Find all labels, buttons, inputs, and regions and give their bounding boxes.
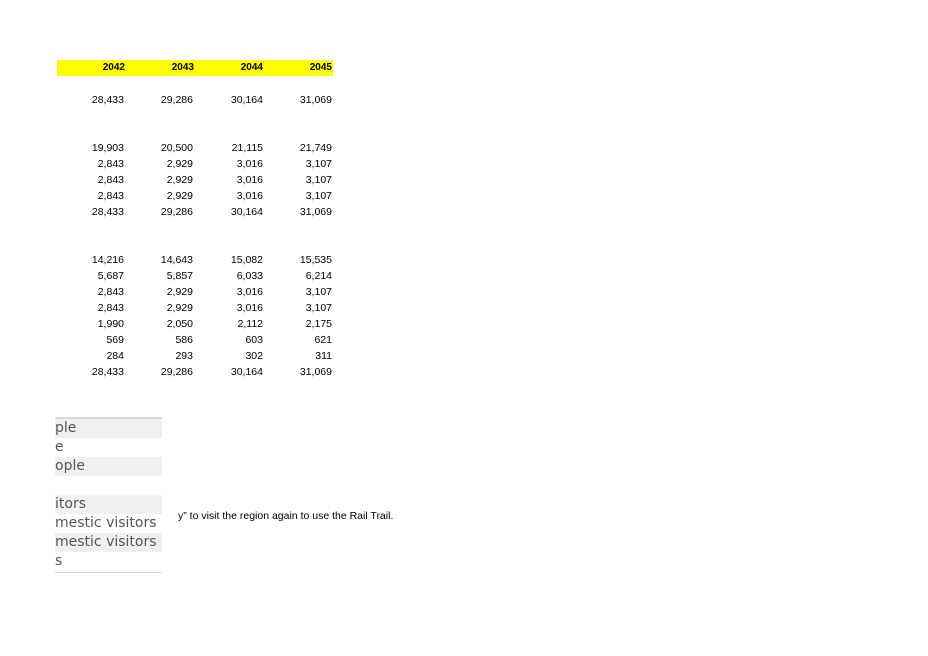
table-cell: 30,164 <box>230 206 263 218</box>
table-cell: 586 <box>175 334 193 346</box>
table-cell: 2,843 <box>97 190 124 202</box>
table-cell: 6,033 <box>236 270 263 282</box>
table-cell: 2,112 <box>237 318 263 330</box>
table-cell: 30,164 <box>230 366 263 378</box>
label-column <box>55 417 162 573</box>
table-cell: 21,115 <box>231 142 263 154</box>
row-label: e <box>55 439 64 455</box>
table-cell: 1,990 <box>97 318 124 330</box>
table-cell: 31,069 <box>299 94 332 106</box>
table-cell: 2,929 <box>166 174 193 186</box>
table-cell: 15,535 <box>299 254 332 266</box>
table-cell: 3,016 <box>236 286 263 298</box>
table-cell: 3,016 <box>236 174 263 186</box>
table-cell: 3,107 <box>305 158 332 170</box>
table-cell: 28,433 <box>91 94 124 106</box>
table-cell: 302 <box>245 350 263 362</box>
table-cell: 2,050 <box>166 318 193 330</box>
table-cell: 311 <box>315 350 332 362</box>
row-label: mestic visitors <box>55 533 162 552</box>
row-label: mestic visitors <box>55 515 157 531</box>
table-cell: 2,843 <box>97 158 124 170</box>
table-cell: 2,843 <box>97 286 124 298</box>
table-cell: 19,903 <box>91 142 124 154</box>
table-cell: 29,286 <box>160 366 193 378</box>
row-label: ople <box>55 457 162 476</box>
table-cell: 2,843 <box>97 174 124 186</box>
year-header-2042: 2042 <box>102 62 125 73</box>
table-cell: 3,107 <box>305 286 332 298</box>
table-cell: 3,016 <box>236 158 263 170</box>
table-cell: 621 <box>314 334 332 346</box>
year-header-2043: 2043 <box>171 62 194 73</box>
table-cell: 2,929 <box>166 190 193 202</box>
row-label <box>55 476 162 495</box>
table-cell: 3,016 <box>236 190 263 202</box>
table-cell: 3,107 <box>305 302 332 314</box>
table-cell: 5,857 <box>166 270 193 282</box>
table-cell: 30,164 <box>230 94 263 106</box>
table-cell: 284 <box>106 350 124 362</box>
table-cell: 569 <box>106 334 124 346</box>
table-cell: 14,216 <box>91 254 124 266</box>
table-cell: 2,929 <box>166 286 193 298</box>
table-cell: 2,175 <box>305 318 332 330</box>
table-cell: 5,687 <box>97 270 124 282</box>
table-cell: 29,286 <box>160 206 193 218</box>
year-header-2045: 2045 <box>309 62 332 73</box>
table-cell: 6,214 <box>305 270 332 282</box>
row-label: ple <box>55 419 162 438</box>
table-cell: 15,082 <box>230 254 263 266</box>
row-label: s <box>55 553 63 569</box>
table-cell: 2,929 <box>166 158 193 170</box>
table-cell: 14,643 <box>160 254 193 266</box>
table-cell: 28,433 <box>91 206 124 218</box>
table-cell: 21,749 <box>299 142 332 154</box>
row-label: itors <box>55 495 162 514</box>
year-header-2044: 2044 <box>240 62 263 73</box>
divider <box>55 572 162 573</box>
note-text: y” to visit the region again to use the Rail Trail. <box>178 510 394 522</box>
table-cell: 31,069 <box>299 366 332 378</box>
table-cell: 2,843 <box>97 302 124 314</box>
table-cell: 31,069 <box>299 206 332 218</box>
table-cell: 3,107 <box>305 190 332 202</box>
table-cell: 293 <box>175 350 193 362</box>
table-cell: 28,433 <box>91 366 124 378</box>
table-cell: 3,016 <box>236 302 263 314</box>
table-cell: 20,500 <box>160 142 193 154</box>
table-cell: 3,107 <box>305 174 332 186</box>
table-cell: 29,286 <box>160 94 193 106</box>
table-cell: 603 <box>245 334 263 346</box>
table-cell: 2,929 <box>166 302 193 314</box>
